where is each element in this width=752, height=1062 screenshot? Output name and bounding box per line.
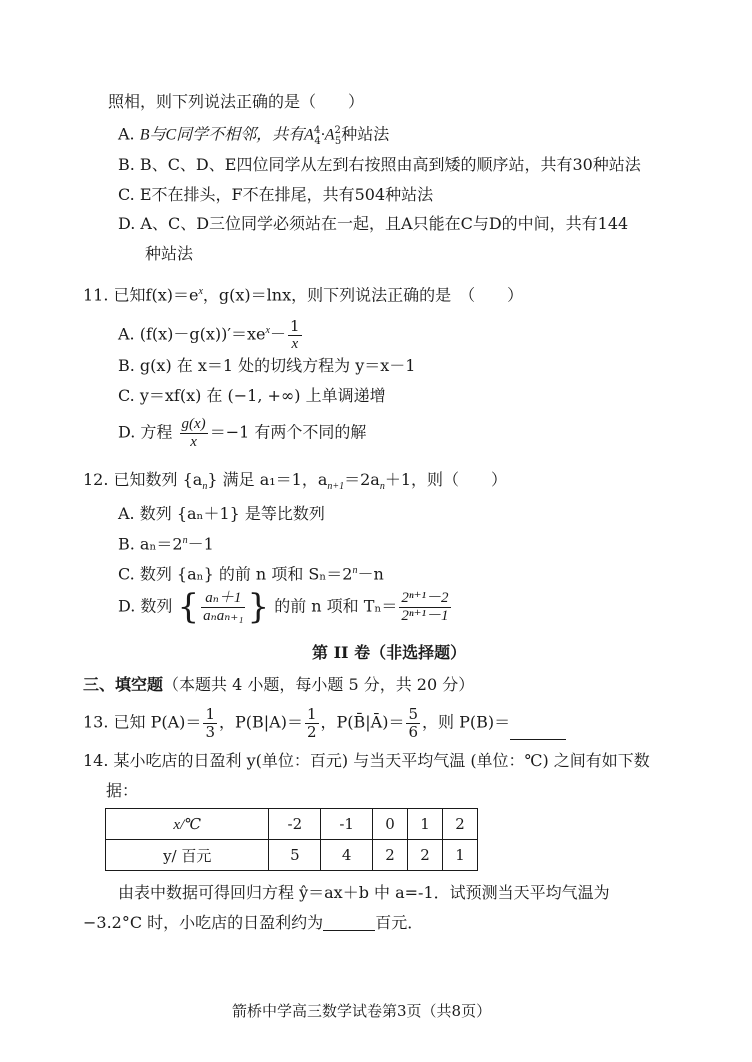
q11-option-d	[118, 416, 366, 450]
q11-a-sup: x	[265, 325, 270, 337]
q12-b-sup: n	[182, 535, 188, 546]
q11-stem-pre: 11. 已知f(x)＝e	[83, 285, 199, 305]
q13-f3n: 5	[408, 705, 419, 723]
q12-option-c	[118, 566, 384, 582]
q11-a-pre: A. (f(x)－g(x))′＝xe	[118, 324, 266, 344]
q13-frac2	[305, 706, 319, 740]
table-row	[106, 809, 478, 840]
q14-data-table	[105, 808, 478, 871]
q12-d-mid: 的前 n 项和 Tₙ＝	[274, 596, 398, 616]
q12-option-a: A. 数列 {aₙ＋1} 是等比数列	[118, 504, 325, 523]
q12-d-fnum: aₙ＋1	[201, 590, 245, 608]
q13-mid1: ，P(B|A)＝	[218, 712, 303, 732]
table-cell: -2	[269, 809, 321, 840]
q10-a-sub2: 5	[334, 135, 342, 147]
q12-d-sum-fraction	[399, 590, 450, 624]
table-cell: 2	[373, 840, 408, 871]
q12-stem	[83, 472, 507, 492]
part3-heading	[83, 677, 474, 693]
q12-stem-rest2: ＝2a	[344, 470, 380, 489]
q11-a-mid: －	[269, 324, 286, 344]
q12-option-d	[118, 587, 453, 627]
q12-d-tnum: 2ⁿ⁺¹－2	[401, 590, 449, 606]
q12-sub-n-b: n	[379, 481, 385, 493]
q11-d-den: x	[190, 433, 197, 450]
q13-post: ，则 P(B)＝	[422, 712, 511, 732]
q11-option-c: C. y＝xf(x) 在 (−1, +∞) 上单调递增	[118, 386, 386, 405]
q10-option-a-text-2: ·A	[320, 126, 335, 144]
q12-stem-rest3: ＋1，则（ ）	[384, 470, 508, 489]
q13-mid2: ，P(B̄|Ā)＝	[320, 712, 405, 732]
q13-f3d: 6	[408, 722, 419, 741]
q10-option-d-line2: 种站法	[145, 244, 194, 263]
table-cell: -1	[321, 809, 373, 840]
q13-f2d: 2	[306, 722, 317, 741]
q14-stem-line2: 据：	[106, 781, 139, 800]
left-brace-icon: {	[177, 587, 200, 627]
table-cell: 1	[408, 809, 443, 840]
right-brace-icon: }	[247, 587, 270, 627]
q14-after-line2	[83, 915, 423, 931]
q13-answer-blank[interactable]	[510, 725, 566, 740]
q12-sub-n-a: n	[202, 481, 208, 493]
table-cell: 4	[321, 840, 373, 871]
q12-b-pre: B. aₙ＝2	[118, 534, 183, 554]
q12-d-pre: D. 数列	[118, 596, 173, 616]
table-cell: 5	[269, 840, 321, 871]
q11-option-b: B. g(x) 在 x＝1 处的切线方程为 y＝x－1	[118, 356, 416, 375]
q14-after-post: 百元．	[375, 913, 424, 932]
q12-c-sup: n	[352, 565, 358, 576]
q10-option-a-text-1: B与C同学不相邻，共有A	[139, 126, 314, 144]
table-cell: 2	[442, 809, 477, 840]
q10-a-sup1: 4	[313, 125, 321, 136]
q10-option-a-label: A.	[118, 124, 135, 144]
q12-option-b	[118, 536, 214, 552]
q10-option-a	[118, 126, 389, 147]
q10-option-b: B. B、C、D、E四位同学从左到右按照由高到矮的顺序站，共有30种站法	[118, 155, 641, 174]
q11-d-fraction	[180, 416, 208, 450]
q11-stem-sup: x	[198, 286, 203, 297]
q12-b-post: －1	[187, 534, 214, 554]
q12-c-post: －n	[357, 564, 384, 584]
q11-option-a	[118, 318, 304, 352]
table-cell: 1	[442, 840, 477, 871]
q13-pre: 13. 已知 P(A)＝	[83, 712, 202, 732]
q11-d-num: g(x)	[181, 416, 206, 432]
q10-option-a-text-3: 种站法	[341, 124, 390, 144]
q11-stem	[83, 287, 523, 303]
q10-a-sub1: 4	[314, 135, 321, 147]
q11-d-post: ＝−1 有两个不同的解	[209, 422, 367, 442]
q10-stem-continuation: 照相，则下列说法正确的是（ ）	[108, 92, 365, 111]
q12-d-fden: aₙaₙ₊₁	[203, 607, 244, 624]
section-title: 第 II 卷（非选择题）	[312, 643, 467, 662]
q12-d-seq-fraction	[201, 590, 245, 624]
q10-option-d-line1: D. A、C、D三位同学必须站在一起，且A只能在C与D的中间，共有144	[118, 214, 629, 233]
q12-c-pre: C. 数列 {aₙ} 的前 n 项和 Sₙ＝2	[118, 564, 353, 584]
q13-frac3	[406, 706, 420, 740]
table-row	[106, 840, 478, 871]
q13-f2n: 1	[306, 705, 317, 723]
q12-stem-pre: 12. 已知数列 {a	[83, 470, 203, 489]
part3-heading-rest: （本题共 4 小题，每小题 5 分，共 20 分）	[163, 675, 475, 694]
part3-heading-bold: 三、填空题	[83, 675, 164, 694]
table-header-x: x/℃	[106, 809, 269, 840]
q11-a-num: 1	[290, 317, 300, 335]
page-footer: 箭桥中学高三数学试卷第3页（共8页）	[232, 1002, 492, 1020]
q11-d-pre: D. 方程	[118, 422, 173, 442]
q12-d-tden: 2ⁿ⁺¹－1	[401, 607, 449, 624]
q14-after-line1: 由表中数据可得回归方程 ŷ＝ax＋b 中 a=-1．试预测当天平均气温为	[118, 883, 610, 902]
q11-a-fraction	[288, 318, 302, 352]
q13	[83, 706, 566, 740]
q14-after-pre: −3.2°C 时，小吃店的日盈利约为	[83, 913, 324, 932]
q11-stem-rest: ，g(x)＝lnx，则下列说法正确的是 （ ）	[202, 285, 524, 305]
table-cell: 2	[408, 840, 443, 871]
table-cell: 0	[373, 809, 408, 840]
table-header-y: y/ 百元	[106, 840, 269, 871]
q10-a-sup2: 2	[334, 125, 341, 136]
q14-stem-line1: 14. 某小吃店的日盈利 y(单位：百元) 与当天平均气温 (单位：℃) 之间有如下数	[83, 751, 650, 770]
q14-answer-blank[interactable]	[323, 916, 375, 931]
q12-sub-n1: n+1	[327, 481, 345, 493]
q13-f1d: 3	[205, 722, 215, 741]
q13-f1n: 1	[205, 705, 215, 723]
q13-frac1	[203, 706, 217, 740]
q12-stem-rest: } 满足 a₁＝1，a	[207, 470, 328, 489]
q10-option-c: C. E不在排头，F不在排尾，共有504种站法	[118, 185, 434, 204]
q11-a-den: x	[291, 335, 299, 352]
